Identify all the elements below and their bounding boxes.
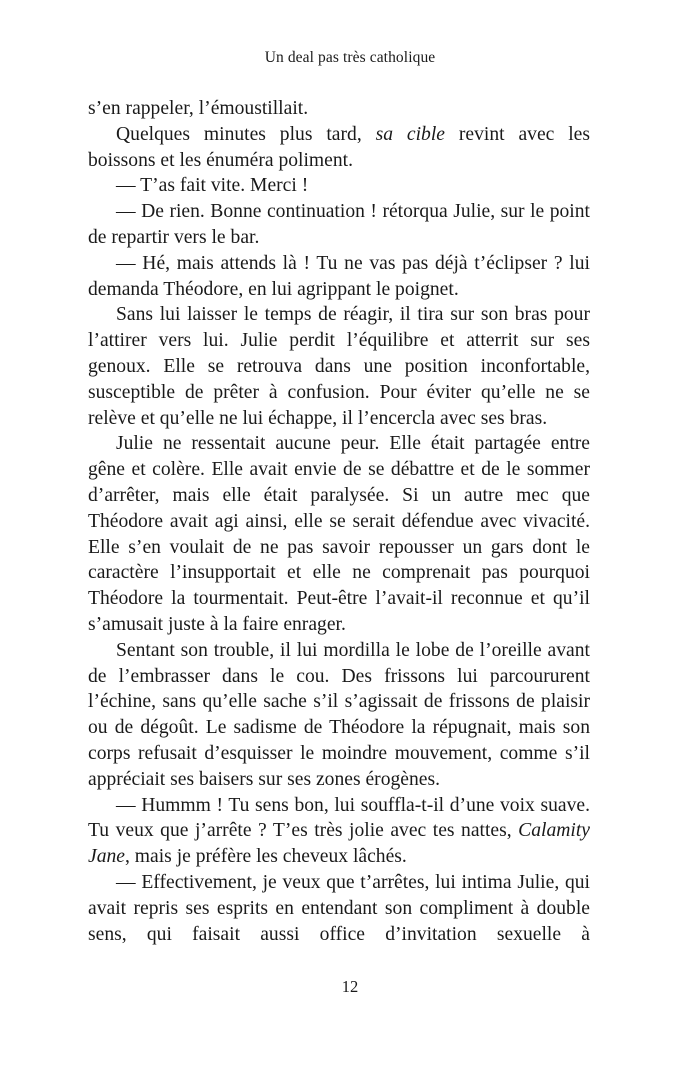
dialogue-line: — T’as fait vite. Merci ! — [116, 175, 309, 197]
paragraph-text: Sentant son trouble, il lui mordilla le lobe de l’oreille avant de l’embrasser dans le cou. Des frissons lui parcoururent l’échine, sans qu’elle sache s’il s’agissait de frissons de plaisir ou de dégoût. Le sadisme de Théodore la répugnait, mais son corps refusait d’esquisser le moindre mouvement, comme s’il appréciait ses baisers sur ses zones érogènes. — [88, 639, 590, 790]
paragraph-8 — [88, 638, 590, 793]
paragraph-text: Sans lui laisser le temps de réagir, il tira sur son bras pour l’attirer vers lui. Julie perdit l’équilibre et atterrit sur ses genoux. Elle se retrouva dans une position inconfortable, susceptible de prêter à confusion. Pour éviter qu’elle ne se relève et qu’elle ne lui échappe, il l’encercla avec ses bras. — [88, 304, 590, 429]
dialogue-line: — Hé, mais attends là ! Tu ne vas pas déjà t’éclipser ? lui demanda Théodore, en lui agrippant le poignet. — [88, 252, 590, 300]
paragraph-10 — [88, 870, 590, 947]
running-header: Un deal pas très catholique — [264, 49, 436, 66]
paragraph-text: revint avec les boissons et les énuméra poliment. — [88, 123, 590, 171]
paragraph-6 — [88, 302, 590, 431]
paragraph-2 — [88, 122, 590, 174]
dialogue-line: — De rien. Bonne continuation ! rétorqua Julie, sur le point de repartir vers le bar. — [88, 201, 590, 248]
paragraph-3 — [88, 173, 590, 199]
italic-phrase: sa cible — [375, 123, 445, 145]
body-text — [88, 96, 590, 947]
dialogue-line: — Effectivement, je veux que t’arrêtes, lui intima Julie, qui avait repris ses esprits en entendant son compliment à double sens, qui faisait aussi office d’invitation sexuelle à — [88, 871, 590, 945]
paragraph-5 — [88, 251, 590, 303]
paragraph-text: Quelques minutes plus tard, — [116, 123, 376, 145]
paragraph-1 — [88, 96, 590, 122]
italic-phrase: Calamity Jane — [88, 820, 590, 868]
paragraph-4 — [88, 199, 590, 251]
dialogue-line: , mais je préfère les cheveux lâchés. — [125, 846, 407, 868]
paragraph-text: Julie ne ressentait aucune peur. Elle était partagée entre gêne et colère. Elle avait envie de se débattre et de le sommer d’arrêter, mais elle était paralysée. Si un autre mec que Théodore avait agi ainsi, elle se serait défendue avec vivacité. Elle s’en voulait de ne pas savoir repousser un gars dont le caractère l’insupportait et elle ne comprenait pas pourquoi Théodore la tourmentait. Peut-être l’avait-il reconnue et qu’il s’amusait juste à la faire enrager. — [88, 433, 590, 635]
page-number: 12 — [341, 977, 359, 996]
dialogue-line: — Hummm ! Tu sens bon, lui souffla-t-il d’une voix suave. Tu veux que j’arrête ? T’es très jolie avec tes nattes, — [88, 794, 590, 842]
paragraph-text: s’en rappeler, l’émoustillait. — [88, 98, 309, 119]
paragraph-9 — [88, 793, 590, 870]
paragraph-7 — [88, 431, 590, 637]
